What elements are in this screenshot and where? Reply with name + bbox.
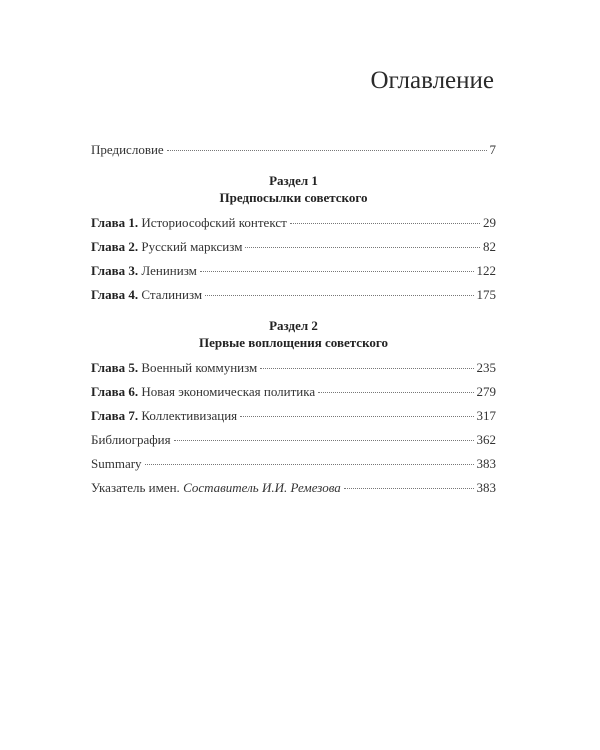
dot-leader xyxy=(167,150,487,151)
entry-label xyxy=(91,480,341,496)
toc-entry-bibliography[interactable] xyxy=(91,432,496,448)
dot-leader xyxy=(174,440,474,441)
index-compiler: Составитель И.И. Ремезова xyxy=(183,480,341,495)
dot-leader xyxy=(318,392,473,393)
section-heading-1 xyxy=(91,172,496,206)
page-title: Оглавление xyxy=(370,67,494,94)
page-number: 7 xyxy=(489,142,496,157)
page-number: 383 xyxy=(476,456,496,471)
page-number: 317 xyxy=(476,408,496,423)
section-number: Раздел 1 xyxy=(269,173,318,188)
chapter-title: Русский марксизм xyxy=(141,239,243,254)
chapter-number: Глава 1 xyxy=(91,215,135,230)
toc-entry-chapter-3[interactable] xyxy=(91,263,496,279)
chapter-title: Сталинизм xyxy=(141,287,203,302)
entry-label: Глава 5. Военный коммунизм xyxy=(91,360,258,375)
dot-leader xyxy=(200,271,474,272)
page-number: 175 xyxy=(476,287,496,302)
page-number: 362 xyxy=(476,432,496,447)
chapter-number: Глава 2 xyxy=(91,239,135,254)
dot-leader xyxy=(260,368,473,369)
entry-label: Глава 1. Историософский контекст xyxy=(91,215,287,230)
index-title: Указатель имен. xyxy=(91,480,180,495)
dot-leader xyxy=(344,488,474,489)
toc-entry-chapter-4[interactable] xyxy=(91,287,496,303)
chapter-number: Глава 7 xyxy=(91,408,135,423)
chapter-title: Ленинизм xyxy=(141,263,197,278)
entry-label: Глава 4. Сталинизм xyxy=(91,287,203,302)
dot-leader xyxy=(245,247,480,248)
section-title: Предпосылки советского xyxy=(219,190,368,205)
dot-leader xyxy=(240,416,473,417)
page-number: 29 xyxy=(483,215,496,230)
entry-label: Глава 2. Русский марксизм xyxy=(91,239,243,254)
entry-label: Глава 3. Ленинизм xyxy=(91,263,197,278)
chapter-number: Глава 5 xyxy=(91,360,135,375)
page-number: 82 xyxy=(483,239,496,254)
toc-entry-chapter-2[interactable] xyxy=(91,239,496,255)
table-of-contents xyxy=(91,142,496,504)
chapter-number: Глава 3 xyxy=(91,263,135,278)
toc-entry-chapter-1[interactable] xyxy=(91,215,496,231)
toc-entry-chapter-6[interactable] xyxy=(91,384,496,400)
toc-entry-chapter-7[interactable] xyxy=(91,408,496,424)
entry-label: Глава 6. Новая экономическая политика xyxy=(91,384,316,399)
toc-entry-name-index[interactable] xyxy=(91,480,496,496)
section-title: Первые воплощения советского xyxy=(199,335,388,350)
page-number: 235 xyxy=(476,360,496,375)
chapter-title: Военный коммунизм xyxy=(141,360,258,375)
entry-label: Summary xyxy=(91,456,142,471)
chapter-number: Глава 4 xyxy=(91,287,135,302)
chapter-title: Новая экономическая политика xyxy=(141,384,316,399)
page-number: 383 xyxy=(476,480,496,495)
toc-entry-preface[interactable] xyxy=(91,142,496,158)
entry-label: Библиография xyxy=(91,432,171,447)
chapter-number: Глава 6 xyxy=(91,384,135,399)
dot-leader xyxy=(145,464,474,465)
section-heading-2 xyxy=(91,317,496,351)
toc-entry-summary[interactable] xyxy=(91,456,496,472)
dot-leader xyxy=(205,295,473,296)
entry-label: Предисловие xyxy=(91,142,164,157)
section-number: Раздел 2 xyxy=(269,318,318,333)
chapter-title: Коллективизация xyxy=(141,408,238,423)
dot-leader xyxy=(290,223,480,224)
entry-label: Глава 7. Коллективизация xyxy=(91,408,238,423)
chapter-title: Историософский контекст xyxy=(141,215,287,230)
page-number: 279 xyxy=(476,384,496,399)
toc-entry-chapter-5[interactable] xyxy=(91,360,496,376)
page-number: 122 xyxy=(476,263,496,278)
